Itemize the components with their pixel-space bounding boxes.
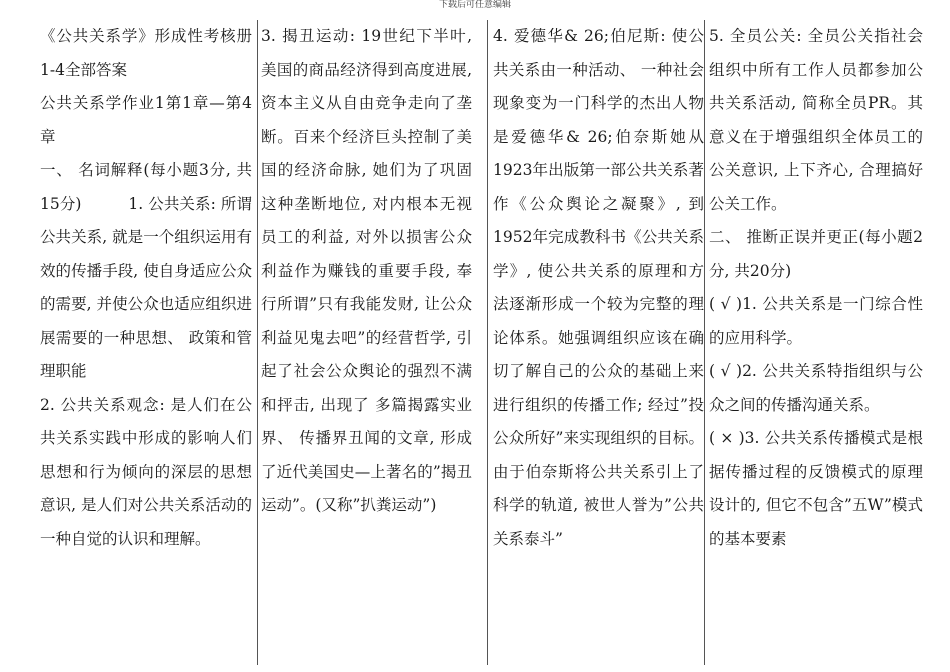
document-body: [40, 20, 926, 665]
term-definition-1: 一、 名词解释(每小题3分, 共15分) 1. 公共关系: 所谓公共关系, 就是一个组织运用有效的传播手段, 使自身适应公众的需要, 并使公众也适应组织进展需要的一种思想、 政策和管理职能: [40, 161, 252, 380]
doc-title: 《公共关系学》形成性考核册1-4全部答案: [40, 27, 252, 79]
column-divider: [257, 20, 258, 665]
term-definition-3: 3. 揭丑运动: 19世纪下半叶, 美国的商品经济得到高度进展, 资本主义从自由竞争走向了垄断。百来个经济巨头控制了美国的经济命脉, 她们为了巩固这种垄断地位, 对内根本无视员工的利益, 对外以损害公众利益作为赚钱的重要手段, 奉行所谓”只有我能发财, 让公众利益见鬼去吧”的经营哲学, 引起了社会公众舆论的强烈不满和抨击, 出现了 多篇揭露实业界、 传播界丑闻的文章, 形成了近代美国史—上著名的”揭丑运动”。(又称”扒粪运动”): [261, 27, 472, 514]
column-divider: [704, 20, 705, 665]
column-1: [40, 20, 252, 645]
term-definition-2: 2. 公共关系观念: 是人们在公共关系实践中形成的影响人们思想和行为倾向的深层的思想意识, 是人们对公共关系活动的一种自觉的认识和理解。: [40, 395, 252, 548]
true-false-item-3: ( × )3. 公共关系传播模式是根据传播过程的反馈模式的原理设计的, 但它不包含”五W”模式的基本要素: [709, 429, 923, 548]
term-definition-4: 4. 爱德华& 26;伯尼斯: 使公共关系由一种活动、 一种社会现象变为一门科学的杰出人物是爱德华& 26;伯奈斯她从1923年出版第一部公共关系著作《公众舆论之凝聚》, 到1952年完成教科书《公共关系学》, 使公共关系的原理和方法逐渐形成一个较为完整的理论体系。她强调组织应该在确切了解自己的公众的基础上来进行组织的传播工作; 经过”投公众所好”来实现组织的目标。由于伯奈斯将公共关系引上了科学的轨道, 被世人誉为”公共关系泰斗”: [493, 27, 704, 548]
section-heading-true-false: 二、 推断正误并更正(每小题2分, 共20分): [709, 228, 923, 280]
true-false-item-2: ( √ )2. 公共关系特指组织与公众之间的传播沟通关系。: [709, 362, 923, 414]
column-divider: [487, 20, 488, 665]
true-false-item-1: ( √ )1. 公共关系是一门综合性的应用科学。: [709, 295, 923, 347]
assignment-heading: 公共关系学作业1第1章—第4章: [40, 94, 252, 146]
column-3: [493, 20, 704, 645]
term-definition-5: 5. 全员公关: 全员公关指社会组织中所有工作人员都参加公共关系活动, 简称全员PR。其意义在于增强组织全体员工的公关意识, 上下齐心, 合理搞好公关工作。: [709, 27, 923, 213]
column-2: [261, 20, 472, 645]
column-4: [709, 20, 923, 645]
header-note: 下载后可任意编辑: [438, 0, 511, 10]
